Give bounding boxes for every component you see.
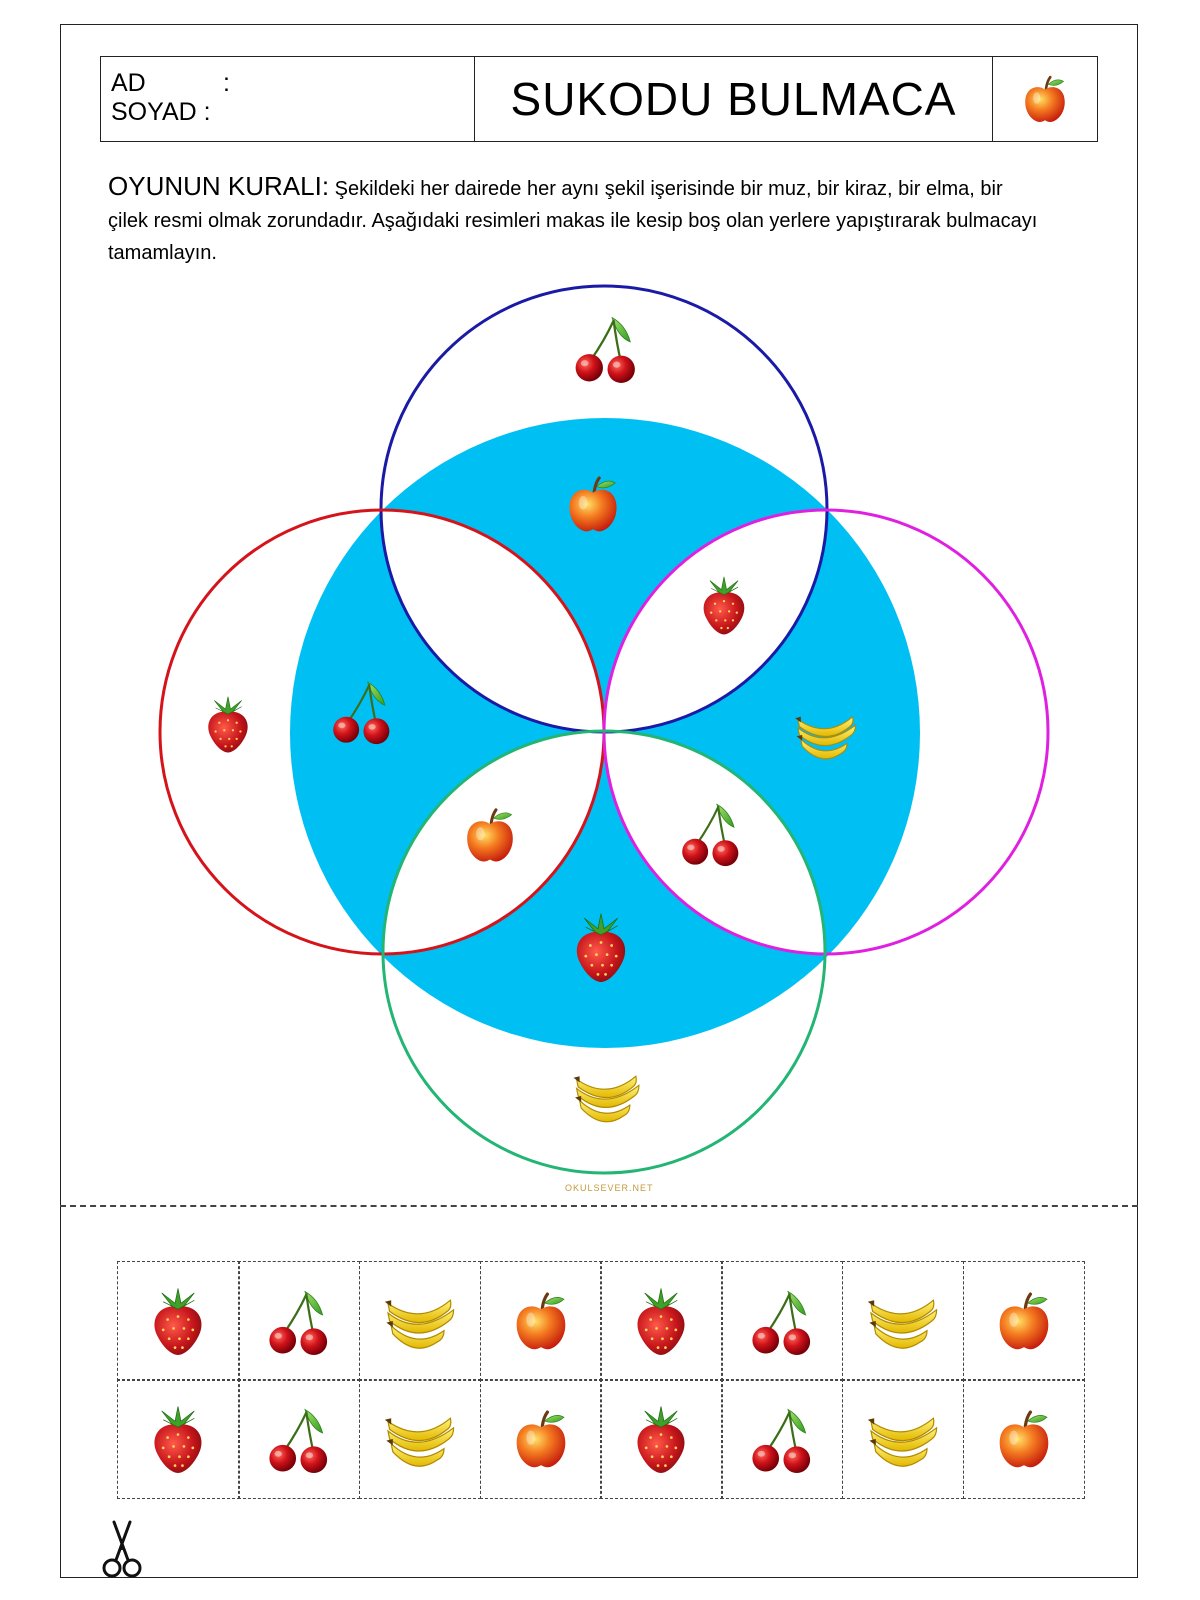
cutout-cell[interactable]: [238, 1379, 360, 1499]
cutout-cell[interactable]: [842, 1379, 964, 1499]
cherry-icon: [262, 1278, 336, 1364]
cut-line: [60, 1205, 1138, 1207]
strawberry-icon: [624, 1399, 698, 1479]
strawberry-icon: [624, 1281, 698, 1361]
apple-icon: [992, 1280, 1056, 1362]
banana-icon: [859, 1399, 947, 1479]
cutout-cell[interactable]: [117, 1379, 239, 1499]
cutout-cell[interactable]: [963, 1379, 1085, 1499]
cutout-cell[interactable]: [238, 1261, 360, 1381]
strawberry-icon: [141, 1399, 215, 1479]
cutout-cell[interactable]: [600, 1379, 722, 1499]
cutout-grid: [118, 1262, 1084, 1498]
name-label: AD: [111, 69, 146, 97]
apple-icon: [992, 1398, 1056, 1480]
banana-icon: [859, 1281, 947, 1361]
cutout-cell[interactable]: [480, 1379, 602, 1499]
worksheet-title: SUKODU BULMACA: [475, 57, 993, 141]
name-colon: :: [223, 69, 230, 97]
cutout-cell[interactable]: [721, 1379, 843, 1499]
watermark: OKULSEVER.NET: [565, 1183, 654, 1193]
cutout-cell[interactable]: [117, 1261, 239, 1381]
apple-icon: [509, 1398, 573, 1480]
surname-label: SOYAD :: [111, 98, 211, 126]
rules-label: OYUNUN KURALI:: [108, 171, 330, 201]
scissors-icon: [100, 1520, 144, 1580]
banana-icon: [376, 1399, 464, 1479]
apple-icon: [509, 1280, 573, 1362]
cutout-cell[interactable]: [600, 1261, 722, 1381]
strawberry-icon: [141, 1281, 215, 1361]
cherry-icon: [745, 1278, 819, 1364]
cutout-cell[interactable]: [842, 1261, 964, 1381]
banana-icon: [376, 1281, 464, 1361]
cutout-cell[interactable]: [359, 1261, 481, 1381]
rules-text: Şekildeki her dairede her aynı şekil işerisinde bir muz, bir kiraz, bir elma, bir çilek resmi olmak zorundadır. Aşağıdaki resimleri makas ile kesip boş olan yerlere yapıştırarak bulmacayı tamamlayın.: [108, 178, 1038, 264]
cutout-cell[interactable]: [721, 1261, 843, 1381]
cutout-cell[interactable]: [480, 1261, 602, 1381]
cherry-icon: [745, 1396, 819, 1482]
cutout-cell[interactable]: [963, 1261, 1085, 1381]
cherry-icon: [262, 1396, 336, 1482]
cutout-cell[interactable]: [359, 1379, 481, 1499]
